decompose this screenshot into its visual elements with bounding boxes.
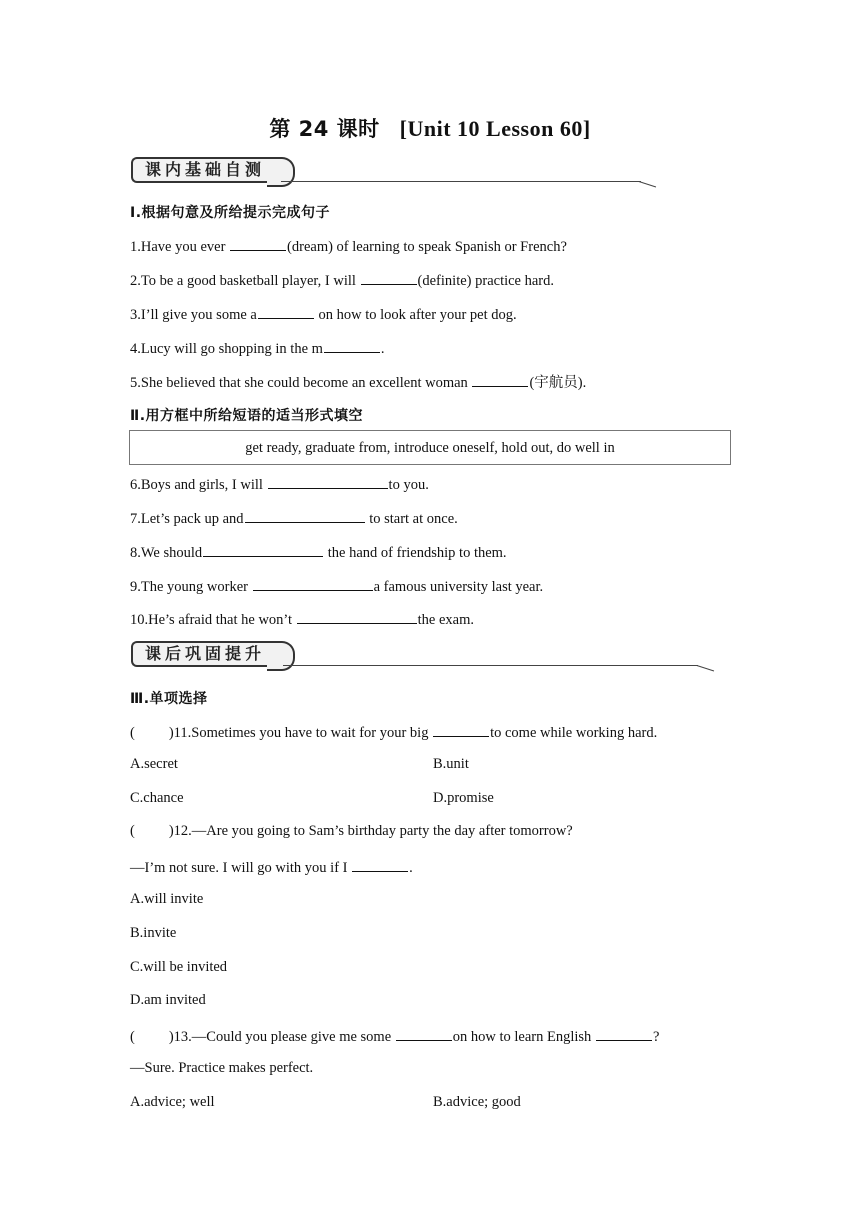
question-9 bbox=[130, 576, 543, 596]
question-text: )12.—Are you going to Sam’s birthday party the day after tomorrow? bbox=[168, 823, 573, 839]
banner-rule bbox=[281, 181, 641, 182]
question-text: —I’m not sure. I will go with you if I bbox=[130, 860, 352, 876]
after-class-banner bbox=[131, 639, 591, 679]
section3-heading: Ⅲ.单项选择 bbox=[130, 691, 208, 707]
answer-blank[interactable] bbox=[324, 338, 380, 353]
question-11 bbox=[130, 722, 657, 742]
option-13-b: B.advice; good bbox=[433, 1094, 521, 1110]
answer-blank[interactable] bbox=[596, 1026, 652, 1041]
question-text: 5.She believed that she could become an excellent woman bbox=[130, 375, 472, 391]
question-7 bbox=[130, 508, 458, 528]
question-text: to come while working hard. bbox=[490, 725, 658, 741]
question-text: the exam. bbox=[417, 612, 475, 628]
banner-rule-tail bbox=[639, 181, 656, 188]
option-11-c: C.chance bbox=[130, 790, 184, 806]
option-11-d: D.promise bbox=[433, 790, 494, 806]
answer-blank[interactable] bbox=[253, 576, 373, 591]
answer-blank[interactable] bbox=[245, 508, 365, 523]
question-text: to start at once. bbox=[365, 511, 458, 527]
answer-blank[interactable] bbox=[396, 1026, 452, 1041]
question-text: . bbox=[380, 341, 385, 357]
lesson-unit: [Unit 10 Lesson 60] bbox=[399, 116, 591, 141]
answer-blank[interactable] bbox=[230, 236, 286, 251]
question-3 bbox=[130, 304, 517, 324]
question-1 bbox=[130, 236, 567, 256]
question-text: 7.Let’s pack up and bbox=[130, 511, 244, 527]
answer-blank[interactable] bbox=[361, 270, 417, 285]
question-6 bbox=[130, 474, 429, 494]
option-11-b: B.unit bbox=[433, 756, 469, 772]
question-8 bbox=[130, 542, 507, 562]
answer-blank[interactable] bbox=[297, 609, 417, 624]
question-text: 6.Boys and girls, I will bbox=[130, 477, 267, 493]
question-text: 3.I’ll give you some a bbox=[130, 307, 257, 323]
question-text: (definite) practice hard. bbox=[417, 273, 555, 289]
in-class-banner-label: 课内基础自测 bbox=[131, 157, 281, 183]
question-text: to you. bbox=[388, 477, 429, 493]
question-5 bbox=[130, 371, 586, 392]
banner-rule-tail bbox=[697, 665, 714, 672]
question-text: on how to look after your pet dog. bbox=[314, 307, 517, 323]
question-text: 8.We should bbox=[130, 545, 203, 561]
after-class-banner-label: 课后巩固提升 bbox=[131, 641, 281, 667]
question-10 bbox=[130, 609, 474, 629]
question-13-reply: —Sure. Practice makes perfect. bbox=[130, 1060, 314, 1076]
section2-heading: Ⅱ.用方框中所给短语的适当形式填空 bbox=[130, 408, 364, 424]
section1-heading: Ⅰ.根据句意及所给提示完成句子 bbox=[130, 205, 331, 221]
lesson-number: 第 24 课时 bbox=[269, 117, 380, 141]
option-13-a: A.advice; well bbox=[130, 1094, 215, 1110]
in-class-banner bbox=[131, 155, 531, 195]
question-4 bbox=[130, 338, 385, 358]
question-text: the hand of friendship to them. bbox=[324, 545, 507, 561]
question-text: 1.Have you ever bbox=[130, 239, 230, 255]
phrase-word-box: get ready, graduate from, introduce oneself, hold out, do well in bbox=[129, 430, 731, 465]
option-12-b: B.invite bbox=[130, 925, 177, 941]
option-11-a: A.secret bbox=[130, 756, 178, 772]
question-text: a famous university last year. bbox=[373, 579, 544, 595]
question-text: ? bbox=[652, 1029, 660, 1045]
answer-blank[interactable] bbox=[203, 542, 323, 557]
question-2 bbox=[130, 270, 554, 290]
question-13 bbox=[130, 1026, 659, 1046]
answer-blank[interactable] bbox=[258, 304, 314, 319]
question-text: )13.—Could you please give me some bbox=[168, 1029, 395, 1045]
answer-paren-open: ( bbox=[130, 823, 135, 839]
answer-blank[interactable] bbox=[352, 857, 408, 872]
question-text: . bbox=[409, 860, 413, 876]
option-12-c: C.will be invited bbox=[130, 959, 228, 975]
question-text: 2.To be a good basketball player, I will bbox=[130, 273, 360, 289]
question-12 bbox=[130, 823, 573, 840]
banner-rule bbox=[283, 665, 698, 666]
answer-blank[interactable] bbox=[472, 372, 528, 387]
option-12-d: D.am invited bbox=[130, 992, 206, 1008]
question-text: 10.He’s afraid that he won’t bbox=[130, 612, 296, 628]
question-text: )11.Sometimes you have to wait for your big bbox=[168, 725, 433, 741]
answer-paren-open: ( bbox=[130, 1029, 135, 1045]
answer-blank[interactable] bbox=[433, 722, 489, 737]
option-12-a: A.will invite bbox=[130, 891, 204, 907]
question-text: (dream) of learning to speak Spanish or French? bbox=[287, 239, 567, 255]
question-text: on how to learn English bbox=[452, 1029, 595, 1045]
question-text: 9.The young worker bbox=[130, 579, 252, 595]
page-title bbox=[0, 113, 860, 143]
question-12-reply bbox=[130, 857, 413, 877]
answer-blank[interactable] bbox=[268, 474, 388, 489]
answer-paren-open: ( bbox=[130, 725, 135, 741]
question-text: (宇航员). bbox=[529, 375, 587, 391]
question-text: 4.Lucy will go shopping in the m bbox=[130, 341, 323, 357]
